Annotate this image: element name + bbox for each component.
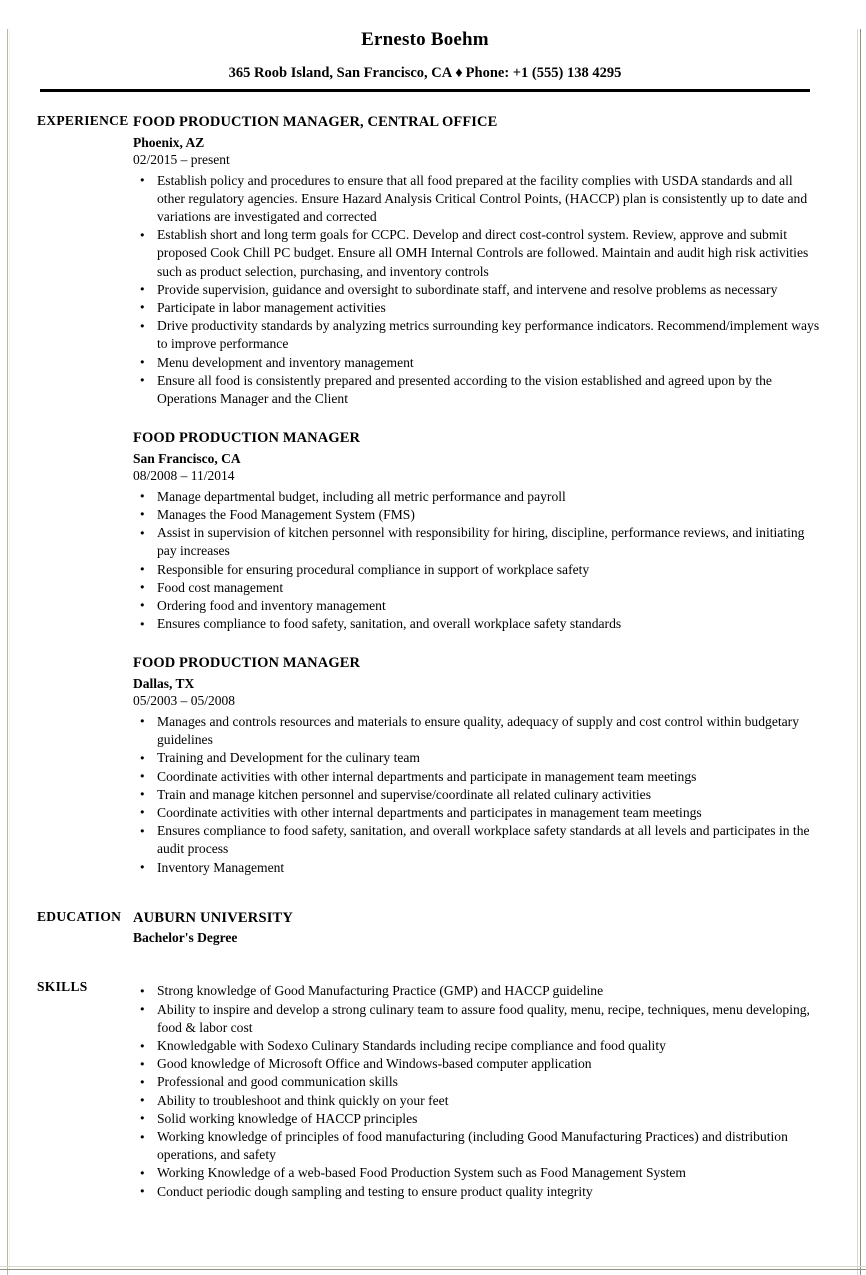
skill-bullet: ● Ability to inspire and develop a strong culinary team to assure food quality, menu, recipe, techniques, menu developing, food & labor cost (133, 1001, 821, 1037)
section-skills (0, 979, 866, 1200)
job-title: FOOD PRODUCTION MANAGER (133, 430, 361, 447)
job-location: San Francisco, CA (133, 451, 241, 467)
header-divider (40, 89, 810, 92)
section-education (0, 909, 866, 947)
contact-phone: Phone: +1 (555) 138 4295 (465, 65, 622, 81)
skill-bullet: ● Good knowledge of Microsoft Office and Windows-based computer application (133, 1055, 821, 1073)
job-bullet: ● Coordinate activities with other internal departments and participates in management team meetings (133, 804, 821, 822)
skill-bullet: ● Professional and good communication skills (133, 1073, 821, 1091)
job-dates: 08/2008 – 11/2014 (133, 467, 235, 483)
job-location: Phoenix, AZ (133, 135, 205, 151)
job-dates: 05/2003 – 05/2008 (133, 693, 236, 709)
contact-address: 365 Roob Island, San Francisco, CA (228, 65, 453, 81)
skills-entries (133, 979, 866, 1200)
job-bullet: ● Train and manage kitchen personnel and supervise/coordinate all related culinary activities (133, 786, 821, 804)
job-bullet: ● Ensures compliance to food safety, sanitation, and overall workplace safety standards (133, 615, 821, 633)
job-entry (133, 429, 821, 633)
job-bullet: ● Participate in labor management activities (133, 299, 821, 317)
skill-bullet: ● Solid working knowledge of HACCP principles (133, 1110, 821, 1128)
job-bullet: ● Provide supervision, guidance and oversight to subordinate staff, and intervene and resolve problems as necessary (133, 281, 821, 299)
job-bullet: ● Inventory Management (133, 859, 821, 877)
skill-bullet: ● Working knowledge of principles of food manufacturing (including Good Manufacturing Practices) and distribution operations, and safety (133, 1128, 821, 1164)
skills-bullet-list (133, 982, 821, 1200)
job-title: FOOD PRODUCTION MANAGER (133, 655, 361, 672)
job-bullet: ● Menu development and inventory management (133, 354, 821, 372)
section-label-skills: SKILLS (37, 979, 88, 995)
job-bullet: ● Establish short and long term goals for CCPC. Develop and direct cost-control system. Review, approve and submit proposed Cook Chill PC budget. Ensure all OMH Internal Controls are followed. Maintain and audit high risk activities such as product selection, purchasing, and inventory controls (133, 226, 821, 281)
job-bullet-list (133, 172, 821, 409)
job-bullet: ● Drive productivity standards by analyzing metrics surrounding key performance indicators. Recommend/implement ways to improve performance (133, 317, 821, 353)
job-bullet: ● Assist in supervision of kitchen personnel with responsibility for hiring, discipline, performance reviews, and initiating pay increases (133, 524, 821, 560)
diamond-separator-icon: ♦ (455, 65, 463, 81)
job-bullet: ● Coordinate activities with other internal departments and participate in management team meetings (133, 768, 821, 786)
job-bullet: ● Manage departmental budget, including all metric performance and payroll (133, 488, 821, 506)
job-dates: 02/2015 – present (133, 151, 230, 167)
education-degree: Bachelor's Degree (133, 929, 238, 945)
job-title: FOOD PRODUCTION MANAGER, CENTRAL OFFICE (133, 114, 498, 130)
skill-bullet: ● Strong knowledge of Good Manufacturing Practice (GMP) and HACCP guideline (133, 982, 821, 1000)
job-bullet: ● Ensure all food is consistently prepared and presented according to the vision established and agreed upon by the Operations Manager and the Client (133, 372, 821, 408)
skill-bullet: ● Conduct periodic dough sampling and testing to ensure product quality integrity (133, 1183, 821, 1201)
job-location: Dallas, TX (133, 676, 195, 692)
job-entry (133, 113, 821, 408)
resume-content (0, 29, 866, 1201)
contact-line (0, 65, 866, 82)
job-bullet: ● Responsible for ensuring procedural compliance in support of workplace safety (133, 561, 821, 579)
skill-bullet: ● Working Knowledge of a web-based Food Production System such as Food Management System (133, 1164, 821, 1182)
job-bullet: ● Training and Development for the culinary team (133, 749, 821, 767)
education-entries (133, 909, 866, 947)
education-school: AUBURN UNIVERSITY (133, 909, 294, 926)
job-bullet: ● Food cost management (133, 579, 821, 597)
page-border-bottom-inner (0, 1266, 866, 1267)
section-experience (0, 113, 866, 877)
section-label-experience: EXPERIENCE (37, 113, 129, 128)
job-bullet: ● Ordering food and inventory management (133, 597, 821, 615)
resume-page (0, 29, 866, 1275)
job-bullet-list (133, 488, 821, 634)
job-bullet: ● Ensures compliance to food safety, sanitation, and overall workplace safety standards at all levels and participates in the audit process (133, 822, 821, 858)
candidate-name: Ernesto Boehm (361, 29, 489, 50)
job-entry (133, 654, 821, 876)
job-bullet: ● Establish policy and procedures to ensure that all food prepared at the facility complies with USDA standards and all other regulatory agencies. Ensure Hazard Analysis Critical Control Points, (HACCP) plan is consistently up to date and variations are investigated and corrected (133, 172, 821, 227)
education-entry (133, 909, 821, 947)
experience-entries (133, 113, 866, 877)
job-bullet: ● Manages and controls resources and materials to ensure quality, adequacy of supply and cost control within budgetary guidelines (133, 713, 821, 749)
job-bullet: ● Manages the Food Management System (FMS) (133, 506, 821, 524)
section-label-education: EDUCATION (37, 908, 122, 924)
skill-bullet: ● Knowledgable with Sodexo Culinary Standards including recipe compliance and food quality (133, 1037, 821, 1055)
skill-bullet: ● Ability to troubleshoot and think quickly on your feet (133, 1092, 821, 1110)
job-bullet-list (133, 713, 821, 877)
page-border-bottom (0, 1269, 866, 1270)
